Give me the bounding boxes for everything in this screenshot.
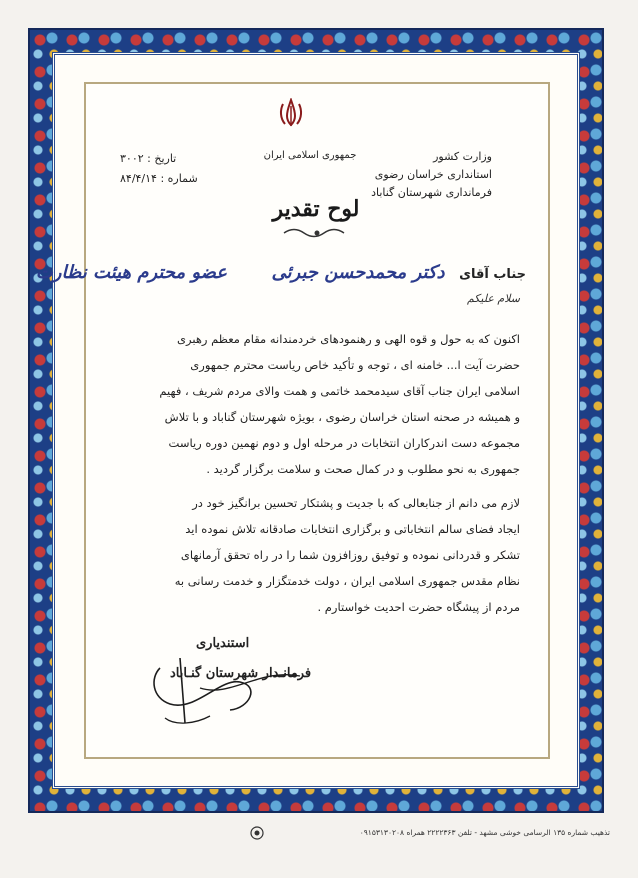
number-label: شماره : [160, 172, 198, 185]
recipient-role: عضو محترم هیئت نظارت [35, 262, 228, 283]
certificate-title: لوح تقدیر [272, 196, 360, 222]
body-paragraph-2 [110, 490, 520, 620]
recipient-line [36, 262, 526, 283]
body-line: اکنون که به حول و قوه الهی و رهنمودهای خردمندانه مقام معظم رهبری [177, 332, 520, 346]
body-line: و همیشه در صحنه استان خراسان رضوی ، بویژه شهرستان گناباد و با تلاش [164, 410, 520, 424]
province-office: استانداری خراسان رضوی [374, 168, 492, 181]
body-line: حضرت آیت ا... خامنه ای ، توجه و تأکید خاص ریاست محترم جمهوری [190, 358, 520, 372]
body-line: مردم از پیشگاه حضرت احدیت خواستارم . [317, 600, 520, 614]
republic-motto: جمهوری اسلامی ایران [263, 150, 357, 161]
date-value: ۳۰۰۲ [120, 152, 144, 165]
iran-emblem-icon [278, 98, 304, 128]
county-office: فرمانداری شهرستان گناباد [371, 186, 492, 199]
date-field [120, 152, 176, 165]
greeting: سلام علیکم [466, 292, 520, 305]
number-field [120, 172, 198, 185]
body-paragraph-1 [110, 326, 520, 482]
recipient-prefix: جناب آقای [459, 267, 526, 282]
ministry-name: وزارت کشور [433, 150, 492, 163]
body-line: اسلامی ایران جناب آقای سیدمحمد خاتمی و همت والای مردم شریف ، فهیم [159, 384, 520, 398]
body-line: نظام مقدس جمهوری اسلامی ایران ، دولت خدمتگزار و خدمت رسانی به [174, 574, 520, 588]
body-line: ایجاد فضای سالم انتخاباتی و برگزاری انتخابات صادقانه تلاش نموده اید [185, 522, 520, 536]
body-line: لازم می دانم از جنابعالی که با جدیت و پشتکار تحسین برانگیز خود در [192, 496, 520, 510]
title-ornament-icon [282, 226, 352, 240]
body-line: تشکر و قدردانی نموده و توفیق روزافزون شما را در راه تحقق آرمانهای [180, 548, 520, 562]
body-line: جمهوری به نحو مطلوب و در کمال صحت و سلامت برگزار گردید . [206, 462, 520, 476]
signatory-name: استندیاری [196, 636, 250, 651]
recipient-name: دکتر محمدحسن جبرئی [271, 262, 445, 283]
date-label: تاریخ : [147, 152, 177, 165]
printer-seal-icon [250, 826, 264, 840]
handwritten-signature-icon [140, 638, 310, 730]
body-line: مجموعه دست اندرکاران انتخابات در مرحله اول و دوم نهمین دوره ریاست [168, 436, 520, 450]
number-value: ۸۴/۴/۱۴ [120, 172, 157, 185]
printer-footer: تذهیب شماره ۱۳۵ الرسامی خوشی مشهد - تلفن ۲۲۲۲۳۶۳ همراه ۰۹۱۵۳۱۳۰۲۰۸ [359, 828, 610, 837]
signatory-title: فرمانـدار شهرستان گنـاباد [170, 666, 312, 681]
